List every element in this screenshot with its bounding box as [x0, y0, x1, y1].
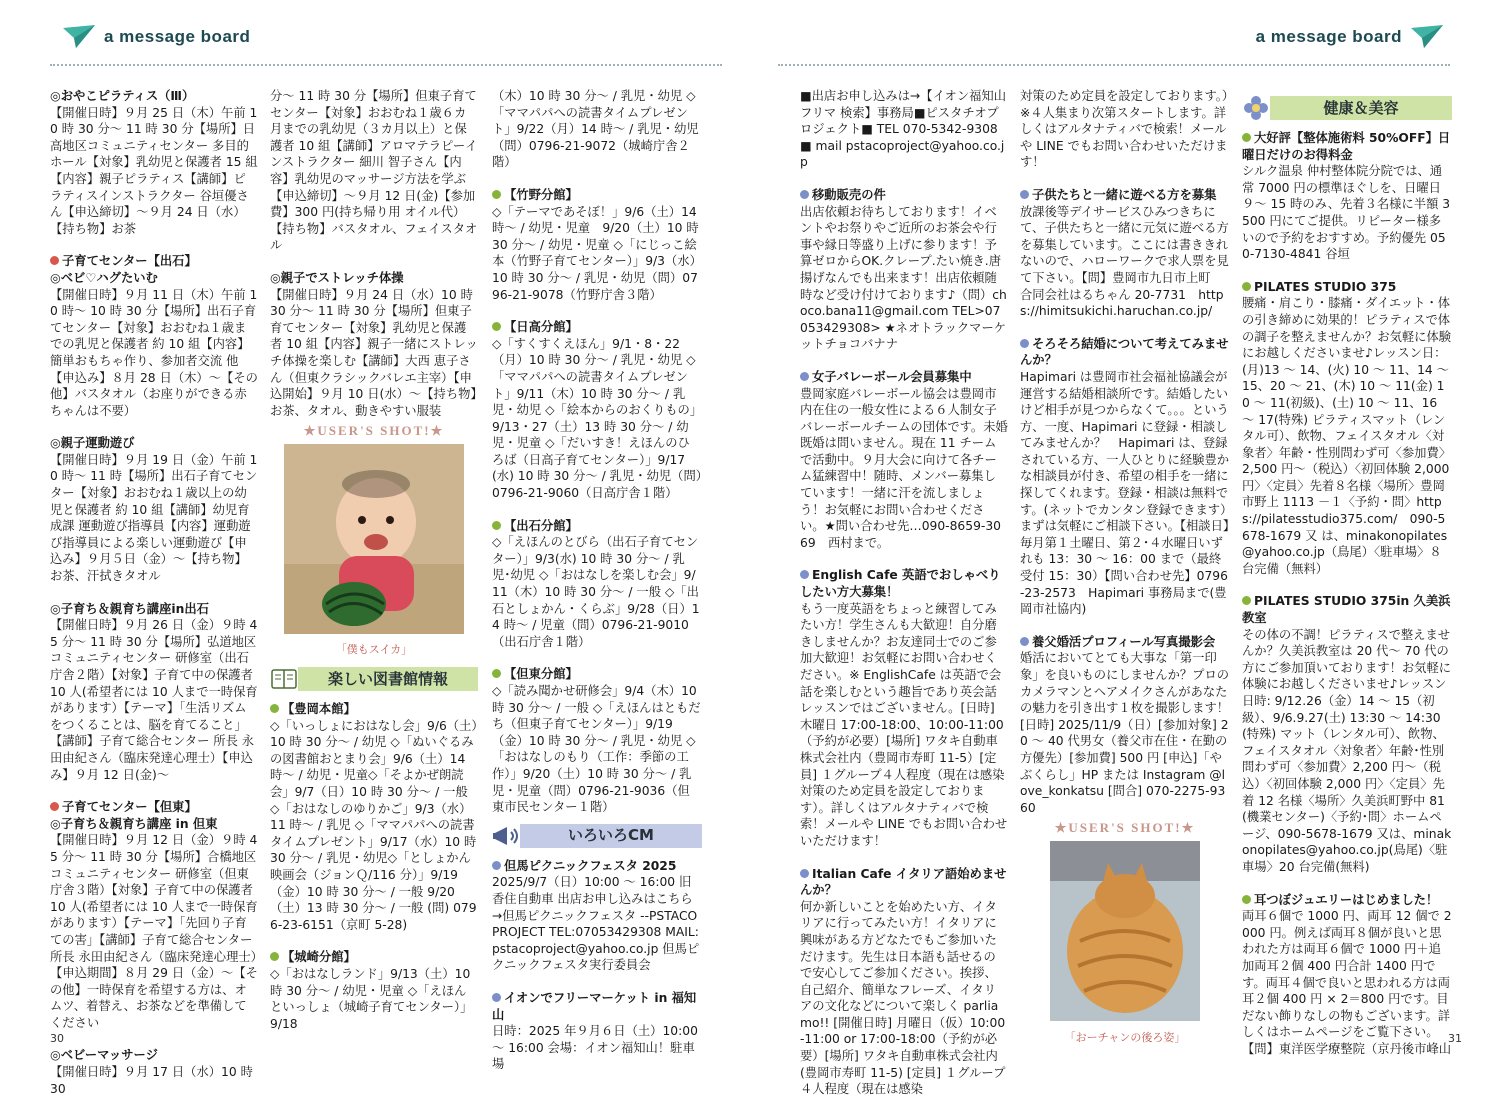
flower-icon [1242, 94, 1270, 122]
item-body: その体の不調！ピラティスで整えませんか？久美浜教室は 20 代～ 70 代の方にご参加頂いております！お気軽に体験にお越しくださいませ♪レッスン日時: 9/12.26（金）14 ～ 15（初級）、9/6.9.27(土) 13:30 ～ 14:30(特殊) マット（レンタル可）、飲物、フェイスタオル〈対象者〉年齢･性別問わず可〈参加費〉2,200 円～（税込）〈初回体験 2,000 円〉〈定員〉先着 12 名様〈場所〉久美浜町野中 81(機業センター)〈予約･問〉ホームページ、090-5678-1679 又は、minakonopilates@yahoo.co.jp(鳥尾)〈駐車場〉20 台完備(無料) [1242, 627, 1452, 874]
item-heading-text: Italian Cafe イタリア語始めませんか？ [800, 866, 1007, 898]
item-body: 対策のため定員を設定しております。）※４人集まり次第スタートします。詳しくはアルタナティバで検索！メールや LINE でもお問い合わせいただけます！ [1020, 89, 1229, 170]
item-heading: ◎ベビ♡ハグたいむ [50, 270, 158, 285]
spacer [1020, 171, 1230, 187]
item-heading-text: 子育てセンター【但東】 [62, 800, 197, 815]
bullet-dot-icon [1242, 895, 1251, 904]
spacer [800, 353, 1008, 369]
bullet-dot-icon [270, 952, 279, 961]
item-heading [800, 866, 1008, 899]
item-heading [1020, 187, 1230, 204]
item-heading-text: 耳つぼジュエリーはじめました！ [1254, 892, 1439, 907]
item-heading-text: 【竹野分館】 [504, 187, 578, 202]
book-icon [270, 665, 298, 693]
item-body: もう一度英語をちょっと練習してみたい方！学生さんも大歓迎！自分磨きしませんか？お友達同士でのご参加大歓迎！お気軽にお問い合わせください。※ EnglishCafe は英語で会話を楽しむという趣旨であり英会話レッスンではございません。[日時] 木曜日 17:00-18:00、10:00-11:00（予約が必要）[場所] ワタキ自動車株式会社内（豊岡市寿町 11-5）[定員] １グループ４人程度（現在は感染対策のため定員を設定しております）。詳しくはアルタナティバで検索！メールや LINE でもお問い合わせいただけます！ [800, 601, 1008, 848]
bullet-dot-icon [492, 669, 501, 678]
item-body: 【開催日時】９月 17 日（水）10 時 30 [50, 1065, 253, 1096]
bullet-dot-icon [800, 570, 809, 579]
user-shot-title: ★USER'S SHOT!★ [1054, 820, 1196, 836]
item-heading-text: 子育てセンター【出石】 [62, 254, 197, 269]
section-header [492, 822, 702, 850]
spacer [50, 783, 258, 799]
spacer [800, 551, 1008, 567]
paper-plane-icon [62, 24, 96, 50]
item-body: ◇「いっしょにおはなし会」9/6（土）10 時 30 分～ / 幼児 ◇「ぬいぐるみの図書館おとまり会」9/6（土）14 時～ / 幼児・児童◇「そよかぜ朗読会」9/7（日）10 時 30 分～ / 一般 ◇「おはなしのゆりかご」9/3（水）11 時～ / 乳児 ◇「ママパパへの読書タイムプレゼント」9/17（水）10 時 30 分～ / 乳児・幼児◇「としょかん映画会（ジョンＱ/116 分）」9/19（金）10 時 30 分～ / 一般 9/20（土）13 時 30 分～ / 一般 (問) 0796-23-6151（京町 5-28) [270, 718, 478, 932]
spacer [492, 303, 702, 319]
item-body: ◇「テーマであそぼ！」9/6（土）14 時～ / 幼児・児童 9/20（土）10 時 30 分～ / 幼児・児童 ◇「にじっこ絵本（竹野子育てセンター）」9/3（水）10 時 30 分～ / 乳児・幼児（問）0796-21-9078（竹野庁舎３階） [492, 204, 702, 302]
section-title: 楽しい図書館情報 [298, 667, 478, 691]
bullet-dot-icon [1020, 637, 1029, 646]
item-body: ◇「読み聞かせ研修会」9/4（木）10 時 30 分～ / 一般 ◇「えほんはともだち（但東子育てセンター）」9/19（金）10 時 30 分～ / 乳児・幼児 ◇「おはなしのもり（工作：季節の工作）」9/20（土）10 時 30 分～ / 乳児・児童（問）0796-21-9036（但東市民センター１階） [492, 684, 701, 815]
bullet-dot-icon [492, 190, 501, 199]
item-heading [1242, 279, 1452, 296]
header-title: a message board [1255, 27, 1402, 46]
item-heading [1242, 130, 1452, 163]
spacer [50, 1031, 258, 1047]
item-body: 腰痛・肩こり・膝痛・ダイエット・体の引き締めに効果的！ピラティスで体の調子を整えませんか？お気軽に体験にお越しくださいませ♪レッスン日：(月)13 ～ 14、(火) 10 ～ 11、14 ～ 15、20 ～ 21、(木) 10 ～ 11(金) 10 ～ 11(初級)、(土) 10 ～ 11、16 ～ 17(特殊) ピラティスマット（レンタル可）、飲物、フェイスタオル〈対象者〉年齢・性別問わず可〈参加費〉2,500 円～（税込）〈初回体験 2,000 円〉〈定員〉先着８名様〈場所〉豊岡市野上 1113 －１〈予約・問〉https://pilatesstudio375.com/ 090-5678-1679 又 は、minakonopilates@yahoo.co.jp（鳥尾）〈駐車場〉８台完備（無料） [1242, 296, 1452, 576]
item-heading [492, 666, 702, 683]
item-heading: ◎子育ち＆親育ち講座in出石 [50, 601, 209, 616]
left-page [0, 0, 742, 1096]
item-body: 【開催日時】９月 24 日（水）10 時 30 分～ 11 時 30 分【場所】但東子育てセンター【対象】乳幼児と保護者 10 組【内容】親子一緒にストレッチ体操を楽しむ【講師】大西 恵子さん（但東クラシックバレエ主宰）【申込開始】９月 10 日(水）～【持ち物】お茶、タオル、動きやすい服装 [270, 287, 478, 418]
section-header [1242, 94, 1452, 122]
item-body: 【開催日時】９月 12 日（金）９時 45 分～ 11 時 30 分【場所】合橋地区コミュニティセンター 研修室（但東庁舎３階）【対象】子育て中の保護者 10 人(希望者には 10 人まで一時保育があります）【テーマ】「先回り子育ての害」【講師】子育て総合センター 所長 永田由紀さん（臨床発達心理士）【申込期間】８月 29 日（金）～【その他】一時保育を希望する方は、オムツ、着替え、お茶などを準備してください [50, 833, 258, 1030]
item-body: 出店依頼お待ちしております！イベントやお祭りやご近所のお茶会や行事や縁日等盛り上げに参ります！予算ゼロからOK.クレープ.たい焼き.唐揚げなんでも出来ます！出店依頼随時など受け付けております♪（問）choco.bana11@gmail.com TEL>07053429308> ★ネオトラックマーケットチョコバナナ [800, 204, 1007, 352]
item-heading [800, 187, 1008, 204]
item-heading-text: 子供たちと一緒に遊べる方を募集 [1032, 187, 1217, 202]
photo-caption: 「おーチャンの後ろ姿」 [1064, 1030, 1186, 1044]
item-heading [492, 319, 702, 336]
item-body: 【開催日時】９月 19 日（金）午前 10 時～ 11 時【場所】出石子育てセンター【対象】おおむね１歳以上の幼児と保護者 約 10 組【講師】幼児育成課 運動遊び指導員【内容】運動遊び指導員による楽しい運動遊び【申込み】９月５日（金）～【持ち物】お茶、汗拭きタオル [50, 452, 258, 584]
item-heading-text: English Cafe 英語でおしゃべりしたい方大募集！ [800, 568, 1001, 600]
item-body: 【開催日時】９月 26 日（金）９時 45 分～ 11 時 30 分【場所】弘道地区コミュニティセンター 研修室（出石庁舎２階）【対象】子育て中の保護者 10 人(希望者には 10 人まで一時保育があります）【テーマ】「生活リズムをつくることは、脳を育てること」【講師】子育て総合センター 所長 永田由紀さん（臨床発達心理士）【申込み】９月 12 日(金)～ [50, 618, 258, 782]
item-body: 両耳６個で 1000 円、両耳 12 個で 2000 円。例えば両耳８個が良いと思われた方は両耳６個で 1000 円＋追加両耳２個 400 円合計 1400 円です。両耳４個で良いと思われる方は両耳２個 400 円 × 2＝800 円です。目だない飾りなしの物もございます。詳しくはホームページをご覧下さい。【問】東洋医学療整院（京丹後市峰山 [1242, 909, 1452, 1056]
spacer [1020, 320, 1230, 336]
bullet-dot-icon [492, 322, 501, 331]
spacer [50, 237, 258, 253]
item-heading [800, 369, 1008, 386]
paper-plane-icon [1410, 24, 1444, 50]
item-body: 日時：2025 年９月６日（土）10:00 ～ 16:00 会場：イオン福知山！駐車場 [492, 1024, 698, 1072]
item-heading-text: PILATES STUDIO 375 [1254, 279, 1397, 294]
bullet-dot-icon [270, 704, 279, 713]
item-heading [270, 701, 478, 718]
page-header-left [62, 22, 258, 52]
column-1 [800, 88, 1008, 1097]
item-heading-text: 【日高分館】 [504, 320, 578, 335]
item-body: （木）10 時 30 分～ / 乳児・幼児 ◇「ママパパへの読書タイムプレゼント」9/22（月）14 時～ / 乳児・幼児（問）0796-21-9072（城崎庁舎２階） [492, 89, 699, 170]
item-heading [50, 799, 258, 816]
item-heading [800, 567, 1008, 600]
item-heading [492, 990, 702, 1023]
bullet-dot-icon [1242, 133, 1251, 142]
header-divider [778, 64, 1450, 66]
item-heading: ◎ベビーマッサージ [50, 1048, 158, 1063]
section-title: 健康＆美容 [1270, 96, 1452, 120]
item-heading-text: 女子バレーボール会員募集中 [812, 369, 972, 384]
item-heading [492, 518, 702, 535]
item-heading-text: 【但東分館】 [504, 667, 578, 682]
column-2 [270, 88, 478, 1031]
spacer [270, 933, 478, 949]
item-heading-text: PILATES STUDIO 375in 久美浜教室 [1242, 594, 1451, 626]
spacer [800, 171, 1008, 187]
item-heading-text: 但馬ピクニックフェスタ 2025 [504, 858, 677, 873]
user-shot-photo [270, 423, 478, 659]
spacer [492, 171, 702, 187]
item-heading [270, 949, 478, 966]
item-body: Hapimari は豊岡市社会福祉協議会が運営する結婚相談所です。結婚したいけど相手が見つからなくて。。。という方、一度、Hapimari に登録・相談してみませんか？ Hapimari は、登録されている方、一人ひとりに経験豊かな相談員が付き、希望の相手を一緒に探してくれます。登録・相談は無料です。(ネットでカンタン登録できます）まずは気軽にご相談下さい。【相談日】毎月第１土曜日、第２･４水曜日いずれも 13：30 ～ 16：00 まで（最終受付 15：30）【問い合わせ先】0796-23-2573 Hapimari 事務局まで(豊岡市社協内) [1020, 369, 1230, 617]
item-heading-text: イオンでフリーマーケット in 福知山 [492, 990, 697, 1022]
item-body: 【開催日時】９月 25 日（木）午前 10 時 30 分～ 11 時 30 分【場所】日高地区コミュニティセンター 多目的ホール【対象】乳幼児と保護者 15 組【内容】親子ピラティス【講師】ピラティスインストラクター 谷垣優さん【申込締切】～９月 24 日（水）【持ち物】お茶 [50, 105, 258, 236]
bullet-dot-icon [50, 256, 59, 265]
page-header-right [1248, 22, 1444, 52]
megaphone-icon [492, 822, 520, 850]
item-body: 何か新しいことを始めたい方、イタリアに行ってみたい方！イタリアに興味がある方どなたでもご参加いただけます。先生は日本語も話せるので安心してご参加ください。挨拶、自己紹介、簡単なフレーズ、イタリアの文化などについて楽しく parliamo!! [開催日時] 月曜日（仮）10:00-11:00 or 17:00-18:00（予約が必要）[場所] ワタキ自動車株式会社内(豊岡市寿町 11-5) [定員] １グループ４人程度（現在は感染 [800, 899, 1006, 1097]
bullet-dot-icon [800, 190, 809, 199]
item-body: 婚活においてとても大事な「第一印象」を良いものにしませんか？プロのカメラマンとヘアメイクさんがあなたの魅力を引き出す１枚を撮影します！[日時] 2025/11/9（日）[参加対象] 20 ～ 40 代男女（養父市在住・在勤の方優先）[参加費] 500 円 [申込]「やぶくらし」HP または Instagram @love_konkatsu [問合] 070-2275-9360 [1020, 651, 1230, 815]
spacer [1020, 618, 1230, 634]
column-3 [1242, 88, 1452, 1056]
item-heading-text: そろそろ結婚について考えてみませんか？ [1020, 336, 1229, 368]
item-body: 【開催日時】９月 11 日（木）午前 10 時～ 10 時 30 分【場所】出石子育てセンター【対象】おおむね１歳までの乳児と保護者 約 10 組【内容】簡単おもちゃ作り、参加者交流 他【申込み】８月 28 日（木）～【その他】バスタオル（お座りができる赤ちゃんは不要） [50, 287, 258, 418]
photo-caption: 「僕もスイカ」 [335, 643, 413, 657]
item-body: 分～ 11 時 30 分【場所】但東子育てセンター【対象】おおむね１歳６カ月までの乳幼児（３カ月以上）と保護者 10 組【講師】アロマテラピーインストラクター 細川 智子さん【内容】乳幼児のマッサージ方法を学ぶ【申込締切】～９月 12 日(金)【参加費】300 円(持ち帰り用 オイル代）【持ち物】バスタオル、フェイスタオル [270, 89, 478, 253]
bullet-dot-icon [50, 802, 59, 811]
item-heading-text: 【城崎分館】 [282, 950, 356, 965]
item-heading: ◎子育ち＆親育ち講座 in 但東 [50, 816, 218, 831]
bullet-dot-icon [800, 372, 809, 381]
item-heading [492, 187, 702, 204]
item-heading: ◎おやこピラティス（Ⅲ） [50, 89, 195, 103]
spacer [50, 419, 258, 435]
header-title: a message board [104, 27, 251, 46]
bullet-dot-icon [1020, 339, 1029, 348]
bullet-dot-icon [1242, 282, 1251, 291]
spacer [800, 850, 1008, 866]
baby-photo [270, 440, 478, 639]
item-body: 2025/9/7（日）10:00 ～ 16:00 旧香住自動車 出店お申し込みはこちら→但馬ピクニックフェスタ --PSTACO PROJECT TEL:07053429308 MAIL:pstacoproject@yahoo.co.jp 但馬ピクニックフェスタ実行委員会 [492, 875, 700, 973]
item-heading [1020, 336, 1230, 369]
spacer [50, 585, 258, 601]
item-body: シルク温泉 仲村整体院分院では、通常 7000 円の標準ほぐしを、日曜日９～ 15 時のみ、先着３名様に半額 3500 円にてご提供。リピーター様多いので予約をおすすめ。予約優先 050-7130-4841 谷垣 [1242, 164, 1451, 262]
item-heading-text: 移動販売の件 [812, 187, 886, 202]
header-divider [50, 64, 722, 66]
item-body: 豊岡家庭バレーボール協会は豊岡市内在住の一般女性による６人制女子バレーボールチームの団体です。未婚既婚は問いません。現在 11 チームで活動中。９月大会に向けて各チーム猛練習中！随時、メンバー募集しています！一緒に汗を流しましょう！お気軽にお問い合わせください。★問い合わせ先…090-8659-3069 西村まで。 [800, 386, 1008, 550]
item-body: ◇「おはなしランド」9/13（土）10 時 30 分～ / 幼児・児童 ◇「えほんといっしょ（城崎子育てセンター）」9/18 [270, 966, 473, 1031]
item-heading [492, 858, 702, 875]
spacer [1242, 263, 1452, 279]
column-3 [492, 88, 702, 1072]
item-body: ■出店お申し込みは→【イオン福知山フリマ 検索】事務局■ピスタチオプロジェクト■ TEL 070-5342-9308 ■ mail pstacoproject@yahoo.co.jp [800, 89, 1007, 170]
spacer [492, 974, 702, 990]
spacer [270, 254, 478, 270]
item-body: 放課後等デイサービスひみつきちにて、子供たちと一緒に元気に遊べる方を募集しています。ここには書ききれないので、ハローワークで求人票を見て下さい。【問】豊岡市九日市上町 合同会社はるちゃん 20-7731 https://himitsukichi.haruchan.co.jp/ [1020, 204, 1229, 319]
spacer [492, 502, 702, 518]
spacer [1242, 577, 1452, 593]
item-heading [1242, 593, 1452, 626]
column-2 [1020, 88, 1230, 1044]
item-heading: ◎親子でストレッチ体操 [270, 270, 404, 285]
item-heading [1020, 634, 1230, 651]
spacer [492, 650, 702, 666]
item-heading-text: 養父婚活プロフィール写真撮影会 [1032, 634, 1216, 649]
item-heading-text: 【出石分館】 [504, 518, 578, 533]
right-page [758, 0, 1500, 1097]
column-1 [50, 88, 258, 1096]
user-shot-title: ★USER'S SHOT!★ [303, 423, 445, 439]
bullet-dot-icon [492, 993, 501, 1002]
item-heading: ◎親子運動遊び [50, 436, 135, 451]
section-title: いろいろCM [520, 824, 702, 848]
item-heading-text: 【豊岡本館】 [282, 702, 356, 717]
bullet-dot-icon [1020, 190, 1029, 199]
page-number: 30 [50, 1032, 64, 1045]
bullet-dot-icon [1242, 596, 1251, 605]
bullet-dot-icon [492, 521, 501, 530]
user-shot-photo [1020, 820, 1230, 1046]
item-body: ◇「すくすくえほん」9/1・8・22（月）10 時 30 分～ / 乳児・幼児 ◇「ママパパへの読書タイムプレゼント」9/11（木）10 時 30 分～ / 乳児・幼児 ◇「絵本からのおくりもの」9/13・27（土）13 時 30 分～ / 幼児・児童 ◇「だいすき！えほんのひろば（日高子育てセンター）」9/17(水) 10 時 30 分～ / 乳児・幼児（問）0796-21-9060（日高庁舎１階） [492, 336, 702, 501]
item-heading [1242, 892, 1452, 909]
item-heading [50, 253, 258, 270]
page-number: 31 [1448, 1032, 1462, 1045]
section-header [270, 665, 478, 693]
cat-photo [1020, 837, 1230, 1026]
spacer [1242, 876, 1452, 892]
item-heading-text: 大好評【整体施術料 50%OFF】日曜日だけのお得料金 [1242, 131, 1451, 162]
bullet-dot-icon [800, 869, 809, 878]
item-body: ◇「えほんのとびら（出石子育てセンター）」9/3(水) 10 時 30 分～ / 乳児･幼児 ◇「おはなしを楽しむ会」9/11（木）10 時 30 分～ / 一般 ◇「出石としょかん・くらぶ」9/28（日）14 時～ / 児童（問）0796-21-9010（出石庁舎１階） [492, 535, 700, 649]
bullet-dot-icon [492, 861, 501, 870]
